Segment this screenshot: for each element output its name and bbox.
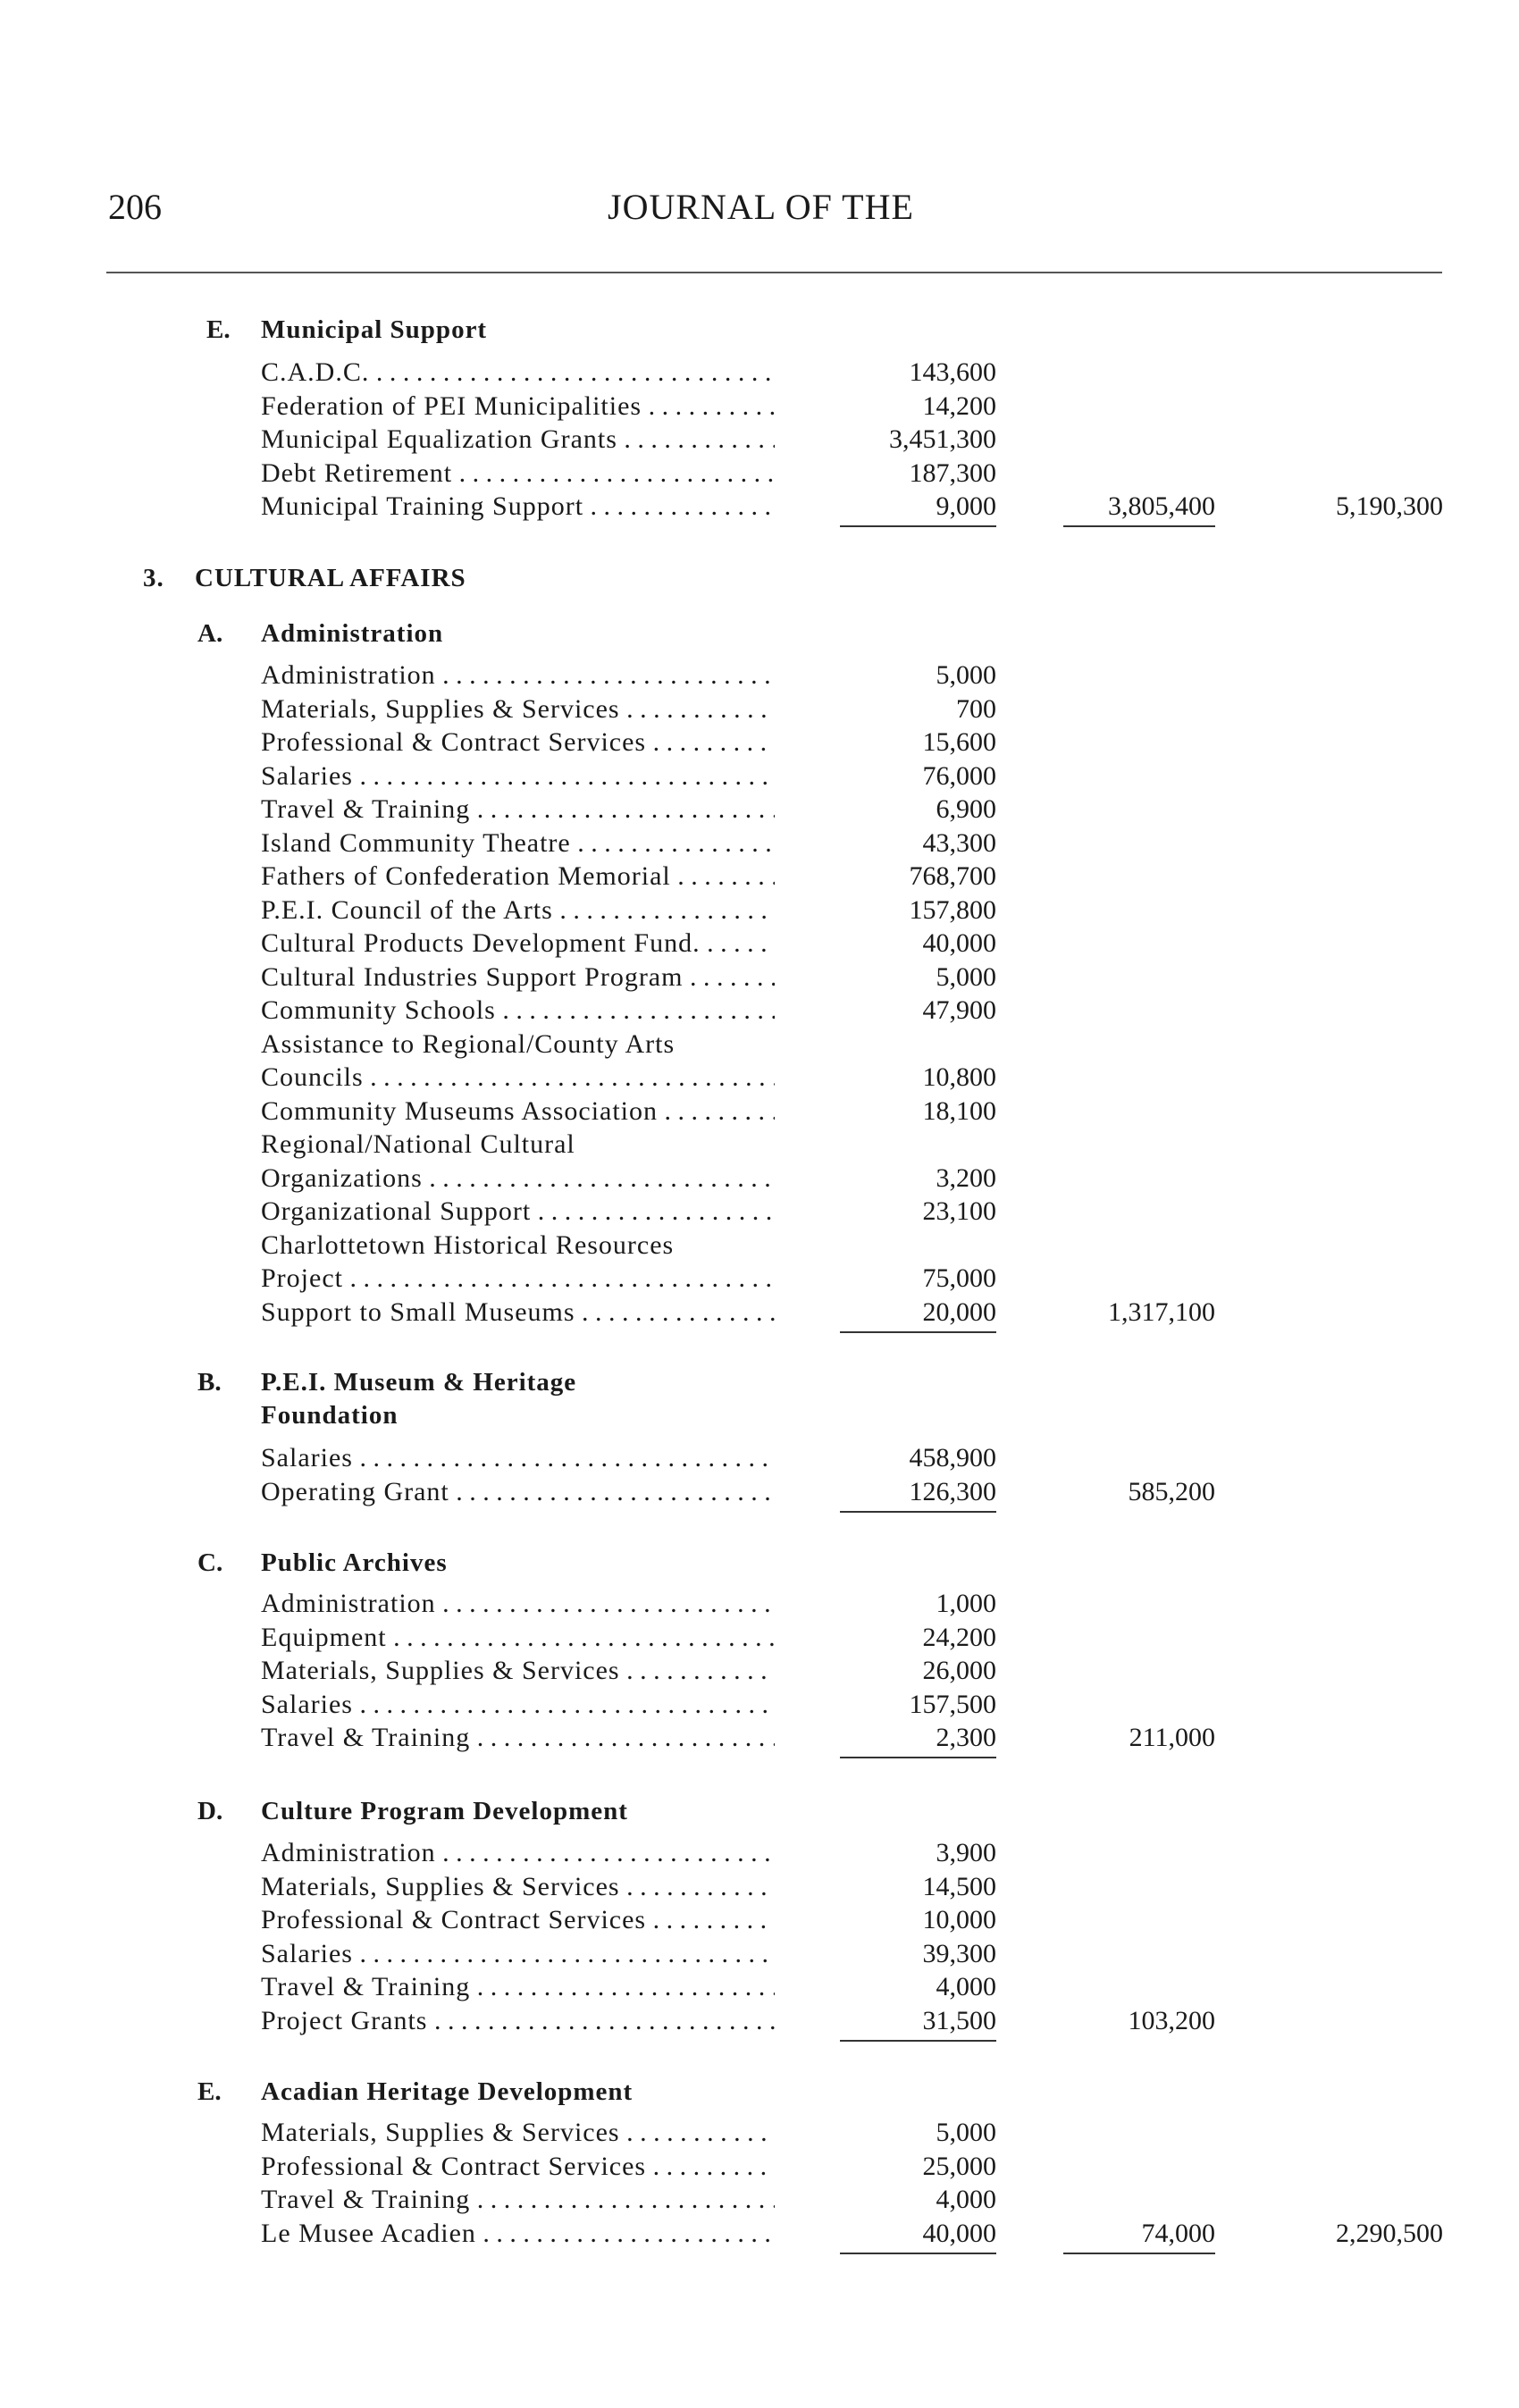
group-b-title-line1: P.E.I. Museum & Heritage: [261, 1368, 577, 1397]
group-b-letter: B.: [197, 1368, 222, 1397]
ledger-row: [0, 1970, 1519, 2003]
ledger-row-label: C.A.D.C. . . .: [261, 356, 775, 389]
ledger-row: [0, 1654, 1519, 1687]
ledger-row-amount: 4,000: [936, 1972, 996, 2001]
ledger-row-label: Fathers of Confederation Memorial . . .: [261, 860, 775, 893]
ledger-row-label: Councils . . .: [261, 1061, 775, 1094]
ledger-row: [0, 659, 1519, 692]
group-c-letter: C.: [197, 1548, 223, 1577]
ledger-row-amount: 187,300: [909, 457, 996, 488]
section-total: 5,190,300: [1336, 491, 1443, 521]
ledger-row-label: Cultural Products Development Fund. . . .: [261, 927, 775, 960]
ledger-row-label: Project Grants . . .: [261, 2004, 775, 2037]
group-subtotal: 211,000: [1129, 1723, 1215, 1752]
ledger-row-label: Travel & Training . . .: [261, 793, 775, 826]
ledger-row: [0, 860, 1519, 893]
group-a-letter: A.: [197, 619, 223, 648]
ledger-row: [0, 1296, 1519, 1329]
ledger-row-amount: 23,100: [922, 1196, 996, 1226]
group-subtotal: 1,317,100: [1108, 1296, 1215, 1327]
ledger-row-amount: 157,500: [909, 1689, 996, 1719]
municipal-letter: E.: [206, 315, 231, 344]
ledger-row-label: Salaries . . .: [261, 1441, 775, 1474]
ledger-row-amount: 3,900: [936, 1838, 996, 1867]
group-e-title: Acadian Heritage Development: [261, 2077, 634, 2106]
ledger-row-amount: 126,300: [909, 1476, 996, 1506]
ledger-row-label: Project . . .: [261, 1262, 775, 1295]
ledger-row-label: Municipal Training Support . . .: [261, 490, 775, 523]
group-subtotal: 585,200: [1128, 1476, 1215, 1506]
ledger-row: [0, 1195, 1519, 1228]
section-total: 2,290,500: [1336, 2218, 1443, 2248]
ledger-row-amount: 9,000: [936, 491, 996, 521]
ledger-row-label: Travel & Training . . .: [261, 2183, 775, 2216]
ledger-row-amount: 157,800: [909, 894, 996, 925]
ledger-row: [0, 423, 1519, 456]
ledger-row-label: Equipment . . .: [261, 1621, 775, 1654]
group-d-title: Culture Program Development: [261, 1797, 628, 1825]
ledger-row: [0, 390, 1519, 423]
group-a-title: Administration: [261, 619, 444, 648]
ledger-row-amount: 25,000: [922, 2151, 996, 2181]
ledger-row: [0, 2183, 1519, 2216]
ledger-row: [0, 1903, 1519, 1936]
ledger-row-amount: 40,000: [922, 928, 996, 958]
ledger-row-amount: 1,000: [936, 1589, 996, 1618]
ledger-row-amount: 3,451,300: [889, 424, 996, 454]
ledger-row-amount: 40,000: [922, 2218, 996, 2248]
ledger-row-label: Support to Small Museums . . .: [261, 1296, 775, 1329]
ledger-row-label: Salaries . . .: [261, 1937, 775, 1970]
ledger-row-label: Island Community Theatre . . .: [261, 826, 775, 860]
ledger-row: [0, 692, 1519, 726]
ledger-row-label: Materials, Supplies & Services . . .: [261, 1654, 775, 1687]
ledger-row-label: Cultural Industries Support Program . . .: [261, 961, 775, 994]
ledger-row-amount: 2,300: [936, 1723, 996, 1752]
ledger-row-label: Travel & Training . . .: [261, 1970, 775, 2003]
ledger-row-amount: 20,000: [922, 1296, 996, 1327]
amount-underline: [840, 525, 996, 527]
group-d-letter: D.: [197, 1797, 223, 1825]
ledger-row: [0, 894, 1519, 927]
ledger-row: [0, 1721, 1519, 1754]
ledger-row-label: Charlottetown Historical Resources: [261, 1229, 675, 1260]
ledger-row-label: Materials, Supplies & Services . . .: [261, 1870, 775, 1903]
ledger-row: [0, 1836, 1519, 1869]
amount-underline: [840, 1757, 996, 1758]
ledger-row-amount: 14,500: [922, 1871, 996, 1901]
group-e-letter: E.: [197, 2077, 222, 2106]
ledger-row-label: Federation of PEI Municipalities . . .: [261, 390, 775, 423]
ledger-row-label: Administration . . .: [261, 1836, 775, 1869]
ledger-row-amount: 43,300: [922, 827, 996, 858]
ledger-row: [0, 961, 1519, 994]
amount-underline: [840, 1331, 996, 1333]
ledger-row-amount: 18,100: [922, 1095, 996, 1126]
ledger-row: [0, 2150, 1519, 2183]
ledger-row-label: Organizations . . .: [261, 1162, 775, 1195]
ledger-row-label: Organizational Support . . .: [261, 1195, 775, 1228]
ledger-row: [0, 1162, 1519, 1195]
ledger-row-amount: 24,200: [922, 1622, 996, 1652]
ledger-row-label: Regional/National Cultural: [261, 1129, 575, 1159]
subtotal-underline: [1063, 525, 1215, 527]
ledger-row: [0, 356, 1519, 389]
ledger-row: [0, 994, 1519, 1027]
ledger-row: [0, 759, 1519, 793]
ledger-row: [0, 1870, 1519, 1903]
ledger-row-amount: 15,600: [922, 727, 996, 757]
ledger-row-amount: 5,000: [936, 961, 996, 992]
ledger-row: [0, 490, 1519, 523]
ledger-row: [0, 2116, 1519, 2149]
ledger-row-label: Materials, Supplies & Services . . .: [261, 692, 775, 726]
ledger-row-amount: 10,800: [922, 1062, 996, 1092]
ledger-row-amount: 26,000: [922, 1656, 996, 1685]
ledger-row-label: Administration . . .: [261, 1587, 775, 1620]
amount-underline: [840, 2253, 996, 2254]
ledger-row-amount: 5,000: [936, 2118, 996, 2147]
page-title: JOURNAL OF THE: [608, 187, 914, 227]
amount-underline: [840, 1511, 996, 1513]
subtotal-underline: [1063, 2253, 1215, 2254]
group-subtotal: 3,805,400: [1108, 491, 1215, 521]
ledger-row-label: Community Schools . . .: [261, 994, 775, 1027]
ledger-row-amount: 143,600: [909, 357, 996, 387]
ledger-row-label: Debt Retirement . . .: [261, 457, 775, 490]
amount-underline: [840, 2040, 996, 2042]
ledger-row-amount: 31,500: [922, 2005, 996, 2035]
ledger-row: [0, 1095, 1519, 1128]
group-b-title-line2: Foundation: [261, 1401, 399, 1430]
ledger-row-label: Travel & Training . . .: [261, 1721, 775, 1754]
ledger-row-label: P.E.I. Council of the Arts . . .: [261, 894, 775, 927]
ledger-row-amount: 700: [956, 693, 996, 724]
ledger-row: [0, 726, 1519, 759]
group-subtotal: 103,200: [1128, 2005, 1215, 2035]
ledger-row: [0, 1028, 1519, 1061]
ledger-row-label: Materials, Supplies & Services . . .: [261, 2116, 775, 2149]
ledger-row: [0, 1937, 1519, 1970]
ledger-row-amount: 3,200: [936, 1162, 996, 1193]
ledger-row-label: Operating Grant . . .: [261, 1475, 775, 1508]
ledger-row-amount: 4,000: [936, 2185, 996, 2214]
ledger-row-amount: 6,900: [936, 794, 996, 824]
ledger-row-amount: 14,200: [922, 390, 996, 421]
ledger-row: [0, 927, 1519, 960]
ledger-row-label: Community Museums Association . . .: [261, 1095, 775, 1128]
group-subtotal: 74,000: [1141, 2218, 1215, 2248]
ledger-row: [0, 793, 1519, 826]
section-number: 3.: [143, 564, 164, 592]
ledger-row: [0, 1475, 1519, 1508]
ledger-row: [0, 2004, 1519, 2037]
ledger-row-amount: 76,000: [922, 760, 996, 791]
page-number: 206: [108, 187, 162, 227]
ledger-row-label: Professional & Contract Services . . .: [261, 1903, 775, 1936]
ledger-row-amount: 5,000: [936, 660, 996, 690]
ledger-row-amount: 458,900: [909, 1443, 996, 1472]
section-title: CULTURAL AFFAIRS: [195, 564, 466, 592]
ledger-row: [0, 1229, 1519, 1262]
header-rule: [106, 272, 1442, 273]
ledger-row-amount: 10,000: [922, 1905, 996, 1934]
ledger-row: [0, 826, 1519, 860]
ledger-row-amount: 75,000: [922, 1263, 996, 1293]
ledger-row: [0, 1061, 1519, 1094]
ledger-row-amount: 47,900: [922, 995, 996, 1025]
ledger-row: [0, 457, 1519, 490]
ledger-row: [0, 1262, 1519, 1295]
municipal-title: Municipal Support: [261, 315, 488, 344]
ledger-row: [0, 1128, 1519, 1161]
ledger-row-amount: 39,300: [922, 1938, 996, 1968]
ledger-row-label: Salaries . . .: [261, 1688, 775, 1721]
ledger-row-label: Assistance to Regional/County Arts: [261, 1028, 676, 1059]
ledger-row-label: Professional & Contract Services . . .: [261, 2150, 775, 2183]
ledger-row-label: Municipal Equalization Grants . . .: [261, 423, 775, 456]
ledger-row: [0, 1441, 1519, 1474]
ledger-row-label: Professional & Contract Services . . .: [261, 726, 775, 759]
ledger-row-label: Salaries . . .: [261, 759, 775, 793]
group-c-title: Public Archives: [261, 1548, 448, 1577]
ledger-row-label: Le Musee Acadien . . .: [261, 2217, 775, 2250]
ledger-row: [0, 2217, 1519, 2250]
ledger-row: [0, 1688, 1519, 1721]
ledger-row: [0, 1587, 1519, 1620]
ledger-row: [0, 1621, 1519, 1654]
ledger-row-amount: 768,700: [909, 861, 996, 891]
ledger-row-label: Administration . . .: [261, 659, 775, 692]
